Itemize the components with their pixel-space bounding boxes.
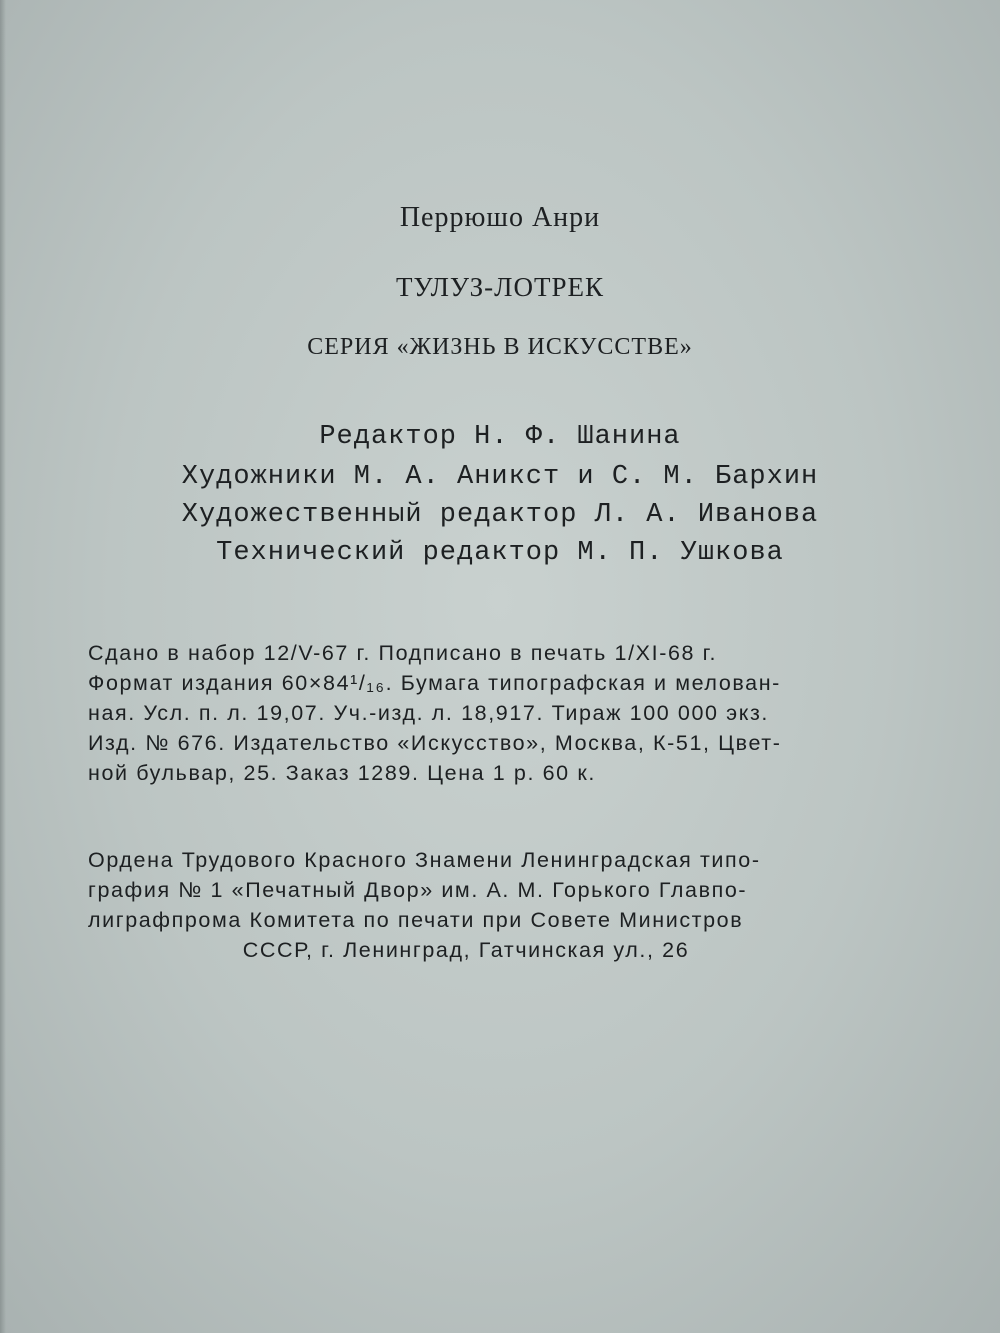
page-edge-shadow <box>0 0 6 1333</box>
printer-line: Ордена Трудового Красного Знамени Ленинградская типо- <box>88 848 761 872</box>
credit-technical-editor: Технический редактор М. П. Ушкова <box>216 538 784 568</box>
imprint-line: ная. Усл. п. л. 19,07. Уч.-изд. л. 18,917. Тираж 100 000 экз. <box>88 701 769 725</box>
printer-block <box>88 845 914 965</box>
printer-line: графия № 1 «Печатный Двор» им. А. М. Горького Главпо- <box>88 878 748 902</box>
imprint-line: Изд. № 676. Издательство «Искусство», Москва, К-51, Цвет- <box>88 731 782 755</box>
printer-line: СССР, г. Ленинград, Гатчинская ул., 26 <box>242 938 690 962</box>
credit-artists: Художники М. А. Аникст и С. М. Бархин <box>181 462 819 492</box>
credit-editor: Редактор Н. Ф. Шанина <box>319 422 681 452</box>
series-name: СЕРИЯ «ЖИЗНЬ В ИСКУССТВЕ» <box>307 334 693 360</box>
imprint-line: Сдано в набор 12/V-67 г. Подписано в печать 1/XI-68 г. <box>88 641 718 665</box>
imprint-line: ной бульвар, 25. Заказ 1289. Цена 1 р. 60 к. <box>88 761 596 785</box>
book-title: ТУЛУЗ-ЛОТРЕК <box>396 272 604 302</box>
author-name: Перрюшо Анри <box>399 202 601 233</box>
imprint-block <box>88 638 914 788</box>
imprint-line: Формат издания 60×84¹/₁₆. Бумага типографская и мелован- <box>88 671 781 695</box>
printer-line: лиграфпрома Комитета по печати при Совете Министров <box>88 908 744 932</box>
credit-art-editor: Художественный редактор Л. А. Иванова <box>181 500 819 530</box>
